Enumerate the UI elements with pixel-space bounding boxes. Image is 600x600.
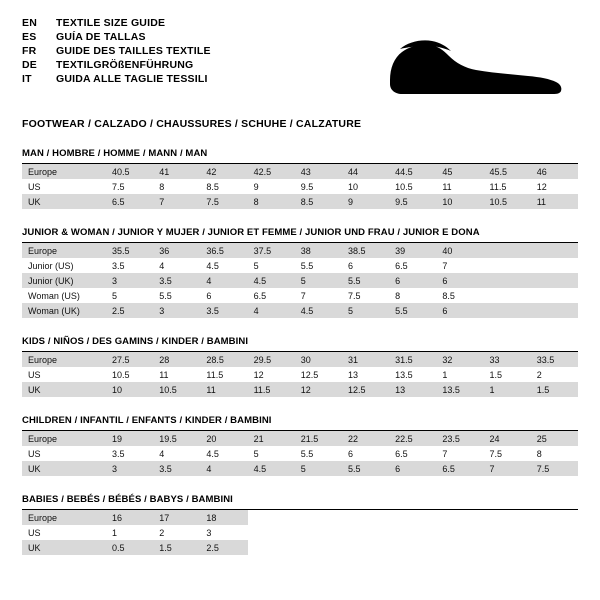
size-cell bbox=[484, 243, 531, 258]
language-row bbox=[22, 18, 211, 32]
size-cell: 38 bbox=[295, 243, 342, 258]
size-cell: 37.5 bbox=[248, 243, 295, 258]
size-cell-empty bbox=[531, 510, 578, 525]
size-cell: 38.5 bbox=[342, 243, 389, 258]
group-man bbox=[22, 148, 578, 209]
size-cell: 12 bbox=[536, 181, 547, 192]
size-cell: 6 bbox=[436, 303, 483, 318]
size-cell: 39 bbox=[389, 243, 436, 258]
size-cell bbox=[531, 303, 578, 318]
size-cell: 2.5 bbox=[200, 540, 247, 555]
row-label: UK bbox=[22, 540, 106, 555]
size-cell: 40.5 bbox=[106, 164, 153, 179]
size-cell: 8.5 bbox=[442, 290, 455, 301]
row-label: US bbox=[28, 369, 41, 380]
size-cell: 5.5 bbox=[342, 461, 389, 476]
size-cell: 4 bbox=[159, 448, 165, 459]
table-row bbox=[22, 367, 578, 382]
size-cell: 8.5 bbox=[295, 194, 342, 209]
size-cell: 29.5 bbox=[248, 352, 295, 367]
size-cell: 30 bbox=[295, 352, 342, 367]
language-code: FR bbox=[22, 45, 37, 57]
size-cell bbox=[531, 243, 578, 258]
size-cell bbox=[484, 258, 531, 273]
row-label: Woman (UK) bbox=[22, 303, 106, 318]
size-cell: 41 bbox=[153, 164, 200, 179]
size-cell: 5 bbox=[112, 290, 118, 301]
size-cell: 10.5 bbox=[395, 181, 413, 192]
table-row bbox=[22, 179, 578, 194]
table-row bbox=[22, 510, 578, 525]
table-row bbox=[22, 303, 578, 318]
group-kids bbox=[22, 336, 578, 397]
size-cell: 10.5 bbox=[153, 382, 200, 397]
size-cell: 19 bbox=[106, 431, 153, 446]
size-cell-empty bbox=[484, 525, 531, 540]
size-cell-empty bbox=[342, 510, 389, 525]
row-label: Europe bbox=[22, 352, 106, 367]
table-row bbox=[22, 273, 578, 288]
group-babies bbox=[22, 494, 578, 555]
size-cell: 5.5 bbox=[300, 260, 314, 271]
size-cell: 31 bbox=[342, 352, 389, 367]
size-cell-empty bbox=[389, 540, 436, 555]
size-cell: 11 bbox=[200, 382, 247, 397]
row-label: Junior (UK) bbox=[22, 273, 106, 288]
size-cell: 10 bbox=[347, 181, 358, 192]
table-row bbox=[22, 446, 578, 461]
size-table-babies bbox=[22, 510, 578, 555]
size-cell: 11.5 bbox=[248, 382, 295, 397]
size-cell: 1 bbox=[442, 369, 448, 380]
language-rows bbox=[22, 18, 211, 88]
size-cell: 42 bbox=[200, 164, 247, 179]
size-cell: 5.5 bbox=[159, 290, 172, 301]
row-label: UK bbox=[22, 194, 106, 209]
size-cell: 10 bbox=[436, 194, 483, 209]
size-cell: 42.5 bbox=[248, 164, 295, 179]
size-cell: 5 bbox=[253, 448, 259, 459]
size-cell: 2 bbox=[536, 369, 542, 380]
size-cell: 7.5 bbox=[531, 461, 578, 476]
size-cell: 10.5 bbox=[112, 369, 130, 380]
size-cell: 3.5 bbox=[200, 303, 247, 318]
dress-shoe-icon bbox=[380, 24, 570, 104]
row-label: Europe bbox=[22, 164, 106, 179]
table-row bbox=[22, 431, 578, 446]
size-cell-empty bbox=[295, 540, 342, 555]
size-cell: 4 bbox=[159, 260, 165, 271]
size-cell: 6.5 bbox=[106, 194, 153, 209]
size-cell: 45 bbox=[436, 164, 483, 179]
size-cell: 16 bbox=[106, 510, 153, 525]
row-label: Woman (US) bbox=[28, 290, 80, 301]
size-cell: 28.5 bbox=[200, 352, 247, 367]
size-cell: 12.5 bbox=[342, 382, 389, 397]
size-cell: 7 bbox=[484, 461, 531, 476]
size-cell: 4.5 bbox=[248, 461, 295, 476]
size-cell: 9.5 bbox=[300, 181, 314, 192]
size-cell: 20 bbox=[200, 431, 247, 446]
size-cell-empty bbox=[248, 510, 295, 525]
size-cell-empty bbox=[436, 510, 483, 525]
size-cell: 6.5 bbox=[395, 260, 408, 271]
size-cell: 40 bbox=[436, 243, 483, 258]
language-row bbox=[22, 74, 211, 88]
size-cell: 1 bbox=[484, 382, 531, 397]
size-cell: 6.5 bbox=[253, 290, 267, 301]
language-title: GUÍA DE TALLAS bbox=[56, 31, 146, 43]
size-cell-empty bbox=[248, 525, 295, 540]
size-cell bbox=[484, 273, 531, 288]
size-cell bbox=[531, 273, 578, 288]
size-cell: 6.5 bbox=[436, 461, 483, 476]
size-cell: 44.5 bbox=[389, 164, 436, 179]
group-title: KIDS / NIÑOS / DES GAMINS / KINDER / BAMBINI bbox=[22, 336, 249, 347]
size-cell: 35.5 bbox=[106, 243, 153, 258]
size-cell: 13 bbox=[389, 382, 436, 397]
size-cell: 1.5 bbox=[531, 382, 578, 397]
group-junior-woman bbox=[22, 227, 578, 318]
size-cell: 27.5 bbox=[106, 352, 153, 367]
size-cell: 8.5 bbox=[206, 181, 219, 192]
size-cell-empty bbox=[531, 540, 578, 555]
size-cell: 8 bbox=[395, 290, 401, 301]
size-cell: 36 bbox=[153, 243, 200, 258]
size-cell: 4.5 bbox=[248, 273, 295, 288]
size-cell: 45.5 bbox=[484, 164, 531, 179]
size-cell: 4.5 bbox=[206, 448, 219, 459]
table-row bbox=[22, 194, 578, 209]
size-cell: 5.5 bbox=[342, 273, 389, 288]
size-cell: 4.5 bbox=[295, 303, 342, 318]
size-cell: 2 bbox=[159, 527, 165, 538]
size-cell-empty bbox=[389, 525, 436, 540]
language-row bbox=[22, 60, 211, 74]
language-title: TEXTILE SIZE GUIDE bbox=[56, 17, 166, 29]
size-cell: 11.5 bbox=[489, 181, 507, 192]
size-cell: 6 bbox=[389, 273, 436, 288]
size-cell: 13.5 bbox=[395, 369, 413, 380]
size-cell: 1.5 bbox=[489, 369, 503, 380]
size-cell: 3.5 bbox=[112, 260, 125, 271]
table-row bbox=[22, 525, 578, 540]
size-cell-empty bbox=[342, 540, 389, 555]
size-cell: 17 bbox=[153, 510, 200, 525]
size-cell: 23.5 bbox=[436, 431, 483, 446]
size-cell: 8 bbox=[536, 448, 542, 459]
size-cell-empty bbox=[484, 510, 531, 525]
table-row bbox=[22, 540, 578, 555]
size-cell: 10 bbox=[106, 382, 153, 397]
size-cell: 24 bbox=[484, 431, 531, 446]
size-cell: 36.5 bbox=[200, 243, 247, 258]
size-cell: 19.5 bbox=[153, 431, 200, 446]
row-label: UK bbox=[22, 461, 106, 476]
size-table-children bbox=[22, 431, 578, 476]
row-label: Europe bbox=[22, 243, 106, 258]
size-cell: 4.5 bbox=[206, 260, 219, 271]
language-code: ES bbox=[22, 31, 37, 43]
language-code: IT bbox=[22, 73, 32, 85]
row-label: Europe bbox=[22, 510, 106, 525]
size-cell: 25 bbox=[531, 431, 578, 446]
group-children bbox=[22, 415, 578, 476]
size-cell: 32 bbox=[436, 352, 483, 367]
row-label: US bbox=[28, 527, 41, 538]
group-title: MAN / HOMBRE / HOMME / MANN / MAN bbox=[22, 148, 208, 159]
size-cell: 9.5 bbox=[389, 194, 436, 209]
size-cell: 3.5 bbox=[153, 273, 200, 288]
size-cell: 6 bbox=[347, 448, 353, 459]
size-cell: 7 bbox=[300, 290, 306, 301]
group-title: BABIES / BEBÉS / BÉBÉS / BABYS / BAMBINI bbox=[22, 494, 233, 505]
size-cell: 5.5 bbox=[300, 448, 314, 459]
size-cell: 9 bbox=[342, 194, 389, 209]
size-cell: 4 bbox=[248, 303, 295, 318]
table-row bbox=[22, 288, 578, 303]
size-cell: 5 bbox=[253, 260, 259, 271]
size-cell: 3 bbox=[153, 303, 200, 318]
size-table-man bbox=[22, 164, 578, 209]
language-code: DE bbox=[22, 59, 37, 71]
size-cell: 7 bbox=[442, 448, 448, 459]
row-label: US bbox=[28, 181, 41, 192]
size-cell: 44 bbox=[342, 164, 389, 179]
size-cell: 21 bbox=[248, 431, 295, 446]
size-cell: 3 bbox=[106, 461, 153, 476]
size-cell: 8 bbox=[159, 181, 165, 192]
size-cell bbox=[484, 288, 531, 303]
size-cell: 7.5 bbox=[200, 194, 247, 209]
size-cell: 12 bbox=[253, 369, 264, 380]
size-cell: 3 bbox=[106, 273, 153, 288]
size-cell: 7.5 bbox=[347, 290, 361, 301]
size-cell: 11 bbox=[159, 369, 169, 380]
size-cell bbox=[531, 258, 578, 273]
size-cell: 3.5 bbox=[153, 461, 200, 476]
size-cell: 18 bbox=[200, 510, 247, 525]
size-cell: 6 bbox=[206, 290, 212, 301]
size-cell: 5 bbox=[342, 303, 389, 318]
size-cell: 6 bbox=[436, 273, 483, 288]
size-cell: 4 bbox=[200, 273, 247, 288]
size-cell: 4 bbox=[200, 461, 247, 476]
size-cell: 13.5 bbox=[436, 382, 483, 397]
size-cell-empty bbox=[295, 510, 342, 525]
size-cell: 2.5 bbox=[106, 303, 153, 318]
size-cell-empty bbox=[436, 540, 483, 555]
table-row bbox=[22, 164, 578, 179]
language-code: EN bbox=[22, 17, 37, 29]
group-title: CHILDREN / INFANTIL / ENFANTS / KINDER / BAMBINI bbox=[22, 415, 272, 426]
group-title: JUNIOR & WOMAN / JUNIOR Y MUJER / JUNIOR ET FEMME / JUNIOR UND FRAU / JUNIOR E DONA bbox=[22, 227, 480, 238]
size-cell: 31.5 bbox=[389, 352, 436, 367]
row-label: US bbox=[28, 448, 41, 459]
size-cell: 22.5 bbox=[389, 431, 436, 446]
size-cell: 6.5 bbox=[395, 448, 408, 459]
size-cell: 1.5 bbox=[153, 540, 200, 555]
table-row bbox=[22, 461, 578, 476]
size-cell: 21.5 bbox=[295, 431, 342, 446]
row-label: Europe bbox=[22, 431, 106, 446]
size-table-junior-woman bbox=[22, 243, 578, 318]
size-cell-empty bbox=[295, 525, 342, 540]
size-cell bbox=[531, 288, 578, 303]
size-cell: 5 bbox=[295, 461, 342, 476]
size-cell: 8 bbox=[248, 194, 295, 209]
size-cell-empty bbox=[436, 525, 483, 540]
size-cell: 11.5 bbox=[206, 369, 224, 380]
size-cell: 3 bbox=[206, 527, 212, 538]
size-cell: 3.5 bbox=[112, 448, 125, 459]
size-cell: 5.5 bbox=[389, 303, 436, 318]
size-cell: 1 bbox=[112, 527, 118, 538]
table-row bbox=[22, 382, 578, 397]
size-table-kids bbox=[22, 352, 578, 397]
size-cell: 6 bbox=[347, 260, 353, 271]
language-titles bbox=[22, 18, 211, 88]
language-row bbox=[22, 32, 211, 46]
size-cell: 46 bbox=[531, 164, 578, 179]
size-cell-empty bbox=[484, 540, 531, 555]
size-cell: 11 bbox=[442, 181, 452, 192]
size-cell: 5 bbox=[295, 273, 342, 288]
size-cell: 13 bbox=[347, 369, 358, 380]
language-row bbox=[22, 46, 211, 60]
size-cell: 43 bbox=[295, 164, 342, 179]
size-cell: 28 bbox=[153, 352, 200, 367]
row-label: Junior (US) bbox=[28, 260, 74, 271]
size-cell: 11 bbox=[531, 194, 578, 209]
size-cell: 0.5 bbox=[106, 540, 153, 555]
size-cell: 7.5 bbox=[489, 448, 503, 459]
size-cell: 33 bbox=[484, 352, 531, 367]
size-cell: 10.5 bbox=[484, 194, 531, 209]
size-cell-empty bbox=[531, 525, 578, 540]
size-cell-empty bbox=[389, 510, 436, 525]
language-title: TEXTILGRÖßENFÜHRUNG bbox=[56, 59, 194, 71]
table-row bbox=[22, 258, 578, 273]
size-cell: 12.5 bbox=[300, 369, 319, 380]
size-cell: 6 bbox=[389, 461, 436, 476]
size-cell: 9 bbox=[253, 181, 259, 192]
size-cell bbox=[484, 303, 531, 318]
header bbox=[22, 18, 578, 104]
table-row bbox=[22, 352, 578, 367]
size-cell-empty bbox=[248, 540, 295, 555]
language-title: GUIDA ALLE TAGLIE TESSILI bbox=[56, 73, 208, 85]
page-title: FOOTWEAR / CALZADO / CHAUSSURES / SCHUHE / CALZATURE bbox=[22, 118, 362, 130]
size-cell: 12 bbox=[295, 382, 342, 397]
table-row bbox=[22, 243, 578, 258]
row-label: UK bbox=[22, 382, 106, 397]
size-cell: 22 bbox=[342, 431, 389, 446]
size-cell: 7 bbox=[153, 194, 200, 209]
size-cell-empty bbox=[342, 525, 389, 540]
size-cell: 7 bbox=[442, 260, 448, 271]
size-cell: 33.5 bbox=[531, 352, 578, 367]
size-cell: 7.5 bbox=[112, 181, 125, 192]
language-title: GUIDE DES TAILLES TEXTILE bbox=[56, 45, 211, 57]
